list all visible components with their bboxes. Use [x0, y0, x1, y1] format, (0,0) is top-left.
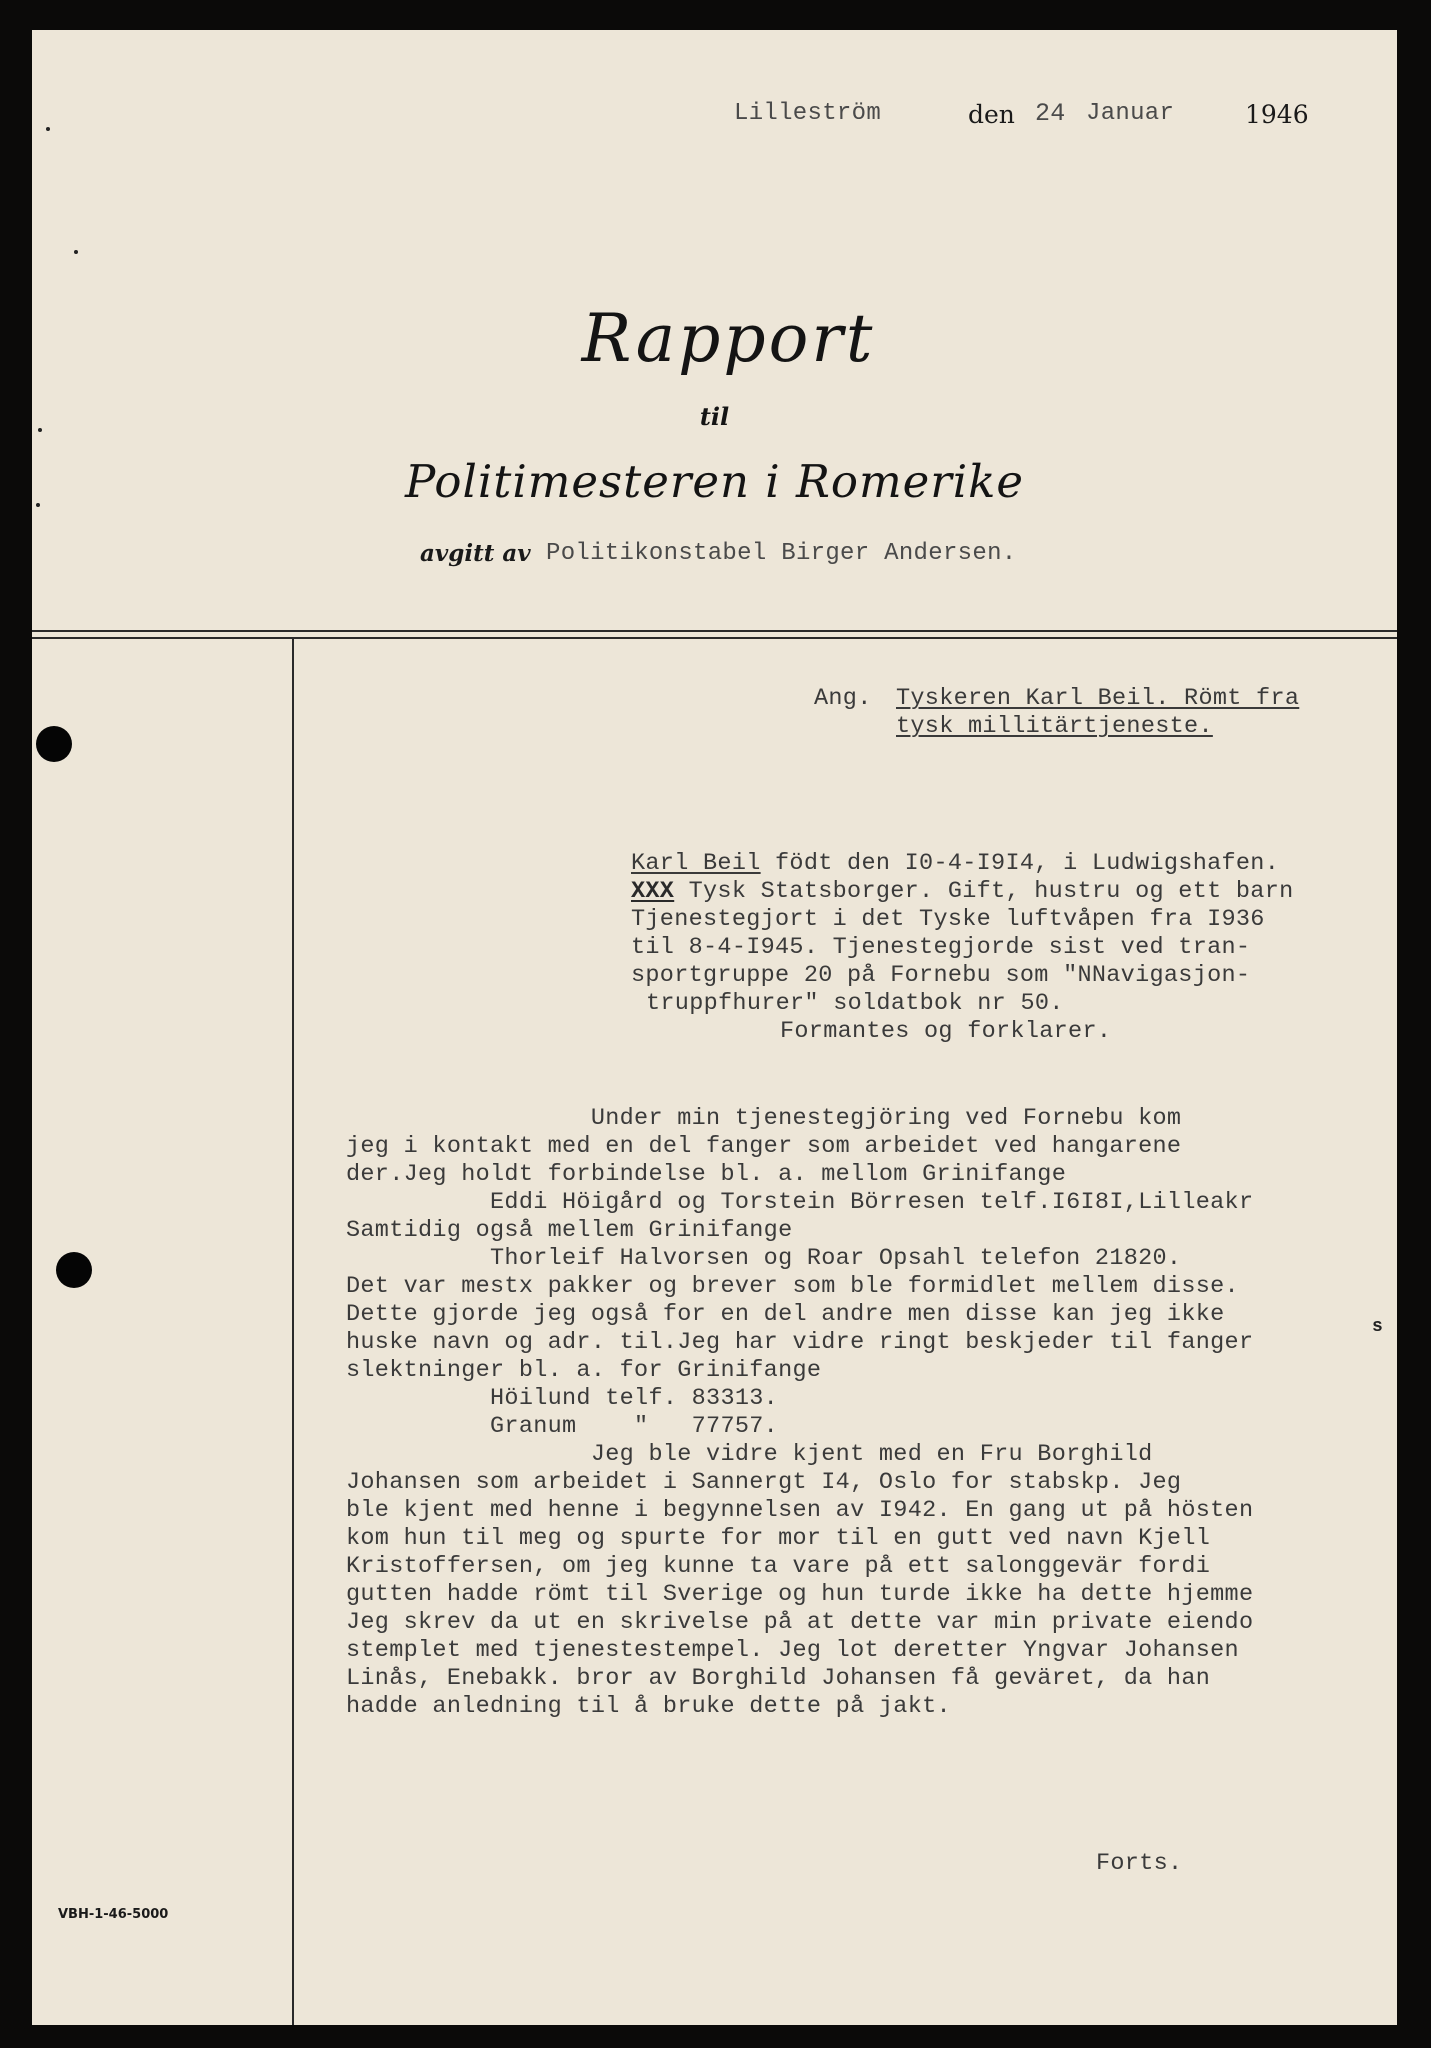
- body-line: Det var mestx pakker og brever som ble formidlet mellem disse.: [346, 1273, 1239, 1300]
- body-line: Granum " 77757.: [346, 1413, 779, 1440]
- subject-line-1: Tyskeren Karl Beil. Römt fra: [896, 685, 1300, 712]
- subject-line-2: tysk millitärtjeneste.: [896, 713, 1213, 740]
- punch-hole-top: [36, 726, 72, 762]
- person-line-5: sportgruppe 20 på Fornebu som "NNavigasjon-: [631, 962, 1251, 989]
- person-line-6: truppfhurer" soldatbok nr 50.: [646, 990, 1064, 1017]
- avgitt-label: avgitt av: [420, 540, 531, 567]
- body-line: Johansen som arbeidet i Sannergt I4, Oslo for stabskp. Jeg: [346, 1469, 1182, 1496]
- body-line: Eddi Höigård og Torstein Börresen telf.I6I8I,Lilleakr: [346, 1189, 1254, 1216]
- body-line: slektninger bl. a. for Grinifange: [346, 1357, 822, 1384]
- report-recipient: Politimesteren i Romerike: [404, 455, 1025, 508]
- title-til: til: [699, 402, 730, 431]
- subject-label: Ang.: [814, 685, 872, 712]
- header-day: 24: [1035, 99, 1066, 128]
- person-citizenship: Tysk Statsborger. Gift, hustru og ett barn: [674, 878, 1294, 905]
- margin-rule: [292, 639, 294, 2025]
- body-line: Höilund telf. 83313.: [346, 1385, 779, 1412]
- person-line-1: [631, 850, 1279, 878]
- person-line-7: Formantes og forklarer.: [780, 1018, 1112, 1045]
- body-line: hadde anledning til å bruke dette på jakt.: [346, 1693, 951, 1720]
- edge-speck: [46, 127, 50, 131]
- body-line: Jeg skrev da ut en skrivelse på at dette var min private eiendo: [346, 1609, 1254, 1636]
- horizontal-rule-bottom: [32, 637, 1397, 639]
- body-line: der.Jeg holdt forbindelse bl. a. mellom Grinifange: [346, 1161, 1067, 1188]
- horizontal-rule-top: [32, 630, 1397, 632]
- margin-note: s: [1372, 1317, 1384, 1337]
- struck-text: XXX: [631, 878, 675, 905]
- body-line: Jeg ble vidre kjent med en Fru Borghild: [346, 1441, 1153, 1468]
- body-line: huske navn og adr. til.Jeg har vidre ringt beskjeder til fanger: [346, 1329, 1254, 1356]
- header-year: 1946: [1245, 100, 1309, 129]
- form-code: VBH-1-46-5000: [58, 1907, 169, 1922]
- person-name: Karl Beil: [631, 850, 761, 877]
- person-line-4: til 8-4-I945. Tjenestegjorde sist ved tran-: [631, 934, 1251, 961]
- edge-speck: [38, 428, 42, 432]
- header-month: Januar: [1086, 100, 1175, 127]
- document-page: [32, 30, 1397, 2025]
- edge-speck: [36, 503, 40, 507]
- person-birth: födt den I0-4-I9I4, i Ludwigshafen.: [760, 850, 1280, 877]
- body-line: ble kjent med henne i begynnelsen av I942. En gang ut på hösten: [346, 1497, 1254, 1524]
- report-title: Rapport: [581, 300, 876, 377]
- person-line-2: [631, 878, 1294, 906]
- edge-speck: [74, 250, 78, 254]
- person-line-3: Tjenestegjort i det Tyske luftvåpen fra I936: [631, 906, 1265, 933]
- header-place: Lilleström: [734, 100, 882, 127]
- body-line: gutten hadde römt til Sverige og hun turde ikke ha dette hjemme: [346, 1581, 1254, 1608]
- body-line: Dette gjorde jeg også for en del andre men disse kan jeg ikke: [346, 1301, 1225, 1328]
- header-den-label: den: [968, 100, 1015, 129]
- body-line: Under min tjenestegjöring ved Fornebu kom: [346, 1105, 1182, 1132]
- continuation-mark: Forts.: [1096, 1850, 1183, 1877]
- body-line: Kristoffersen, om jeg kunne ta vare på ett salonggevär fordi: [346, 1553, 1211, 1580]
- body-line: jeg i kontakt med en del fanger som arbeidet ved hangarene: [346, 1133, 1182, 1160]
- body-line: Samtidig også mellem Grinifange: [346, 1217, 793, 1244]
- body-line: stemplet med tjenestestempel. Jeg lot deretter Yngvar Johansen: [346, 1637, 1239, 1664]
- report-author: Politikonstabel Birger Andersen.: [546, 540, 1017, 567]
- punch-hole-bottom: [56, 1252, 92, 1288]
- body-line: kom hun til meg og spurte for mor til en gutt ved navn Kjell: [346, 1525, 1211, 1552]
- body-line: Linås, Enebakk. bror av Borghild Johansen få geväret, da han: [346, 1665, 1211, 1692]
- body-line: Thorleif Halvorsen og Roar Opsahl telefon 21820.: [346, 1245, 1182, 1272]
